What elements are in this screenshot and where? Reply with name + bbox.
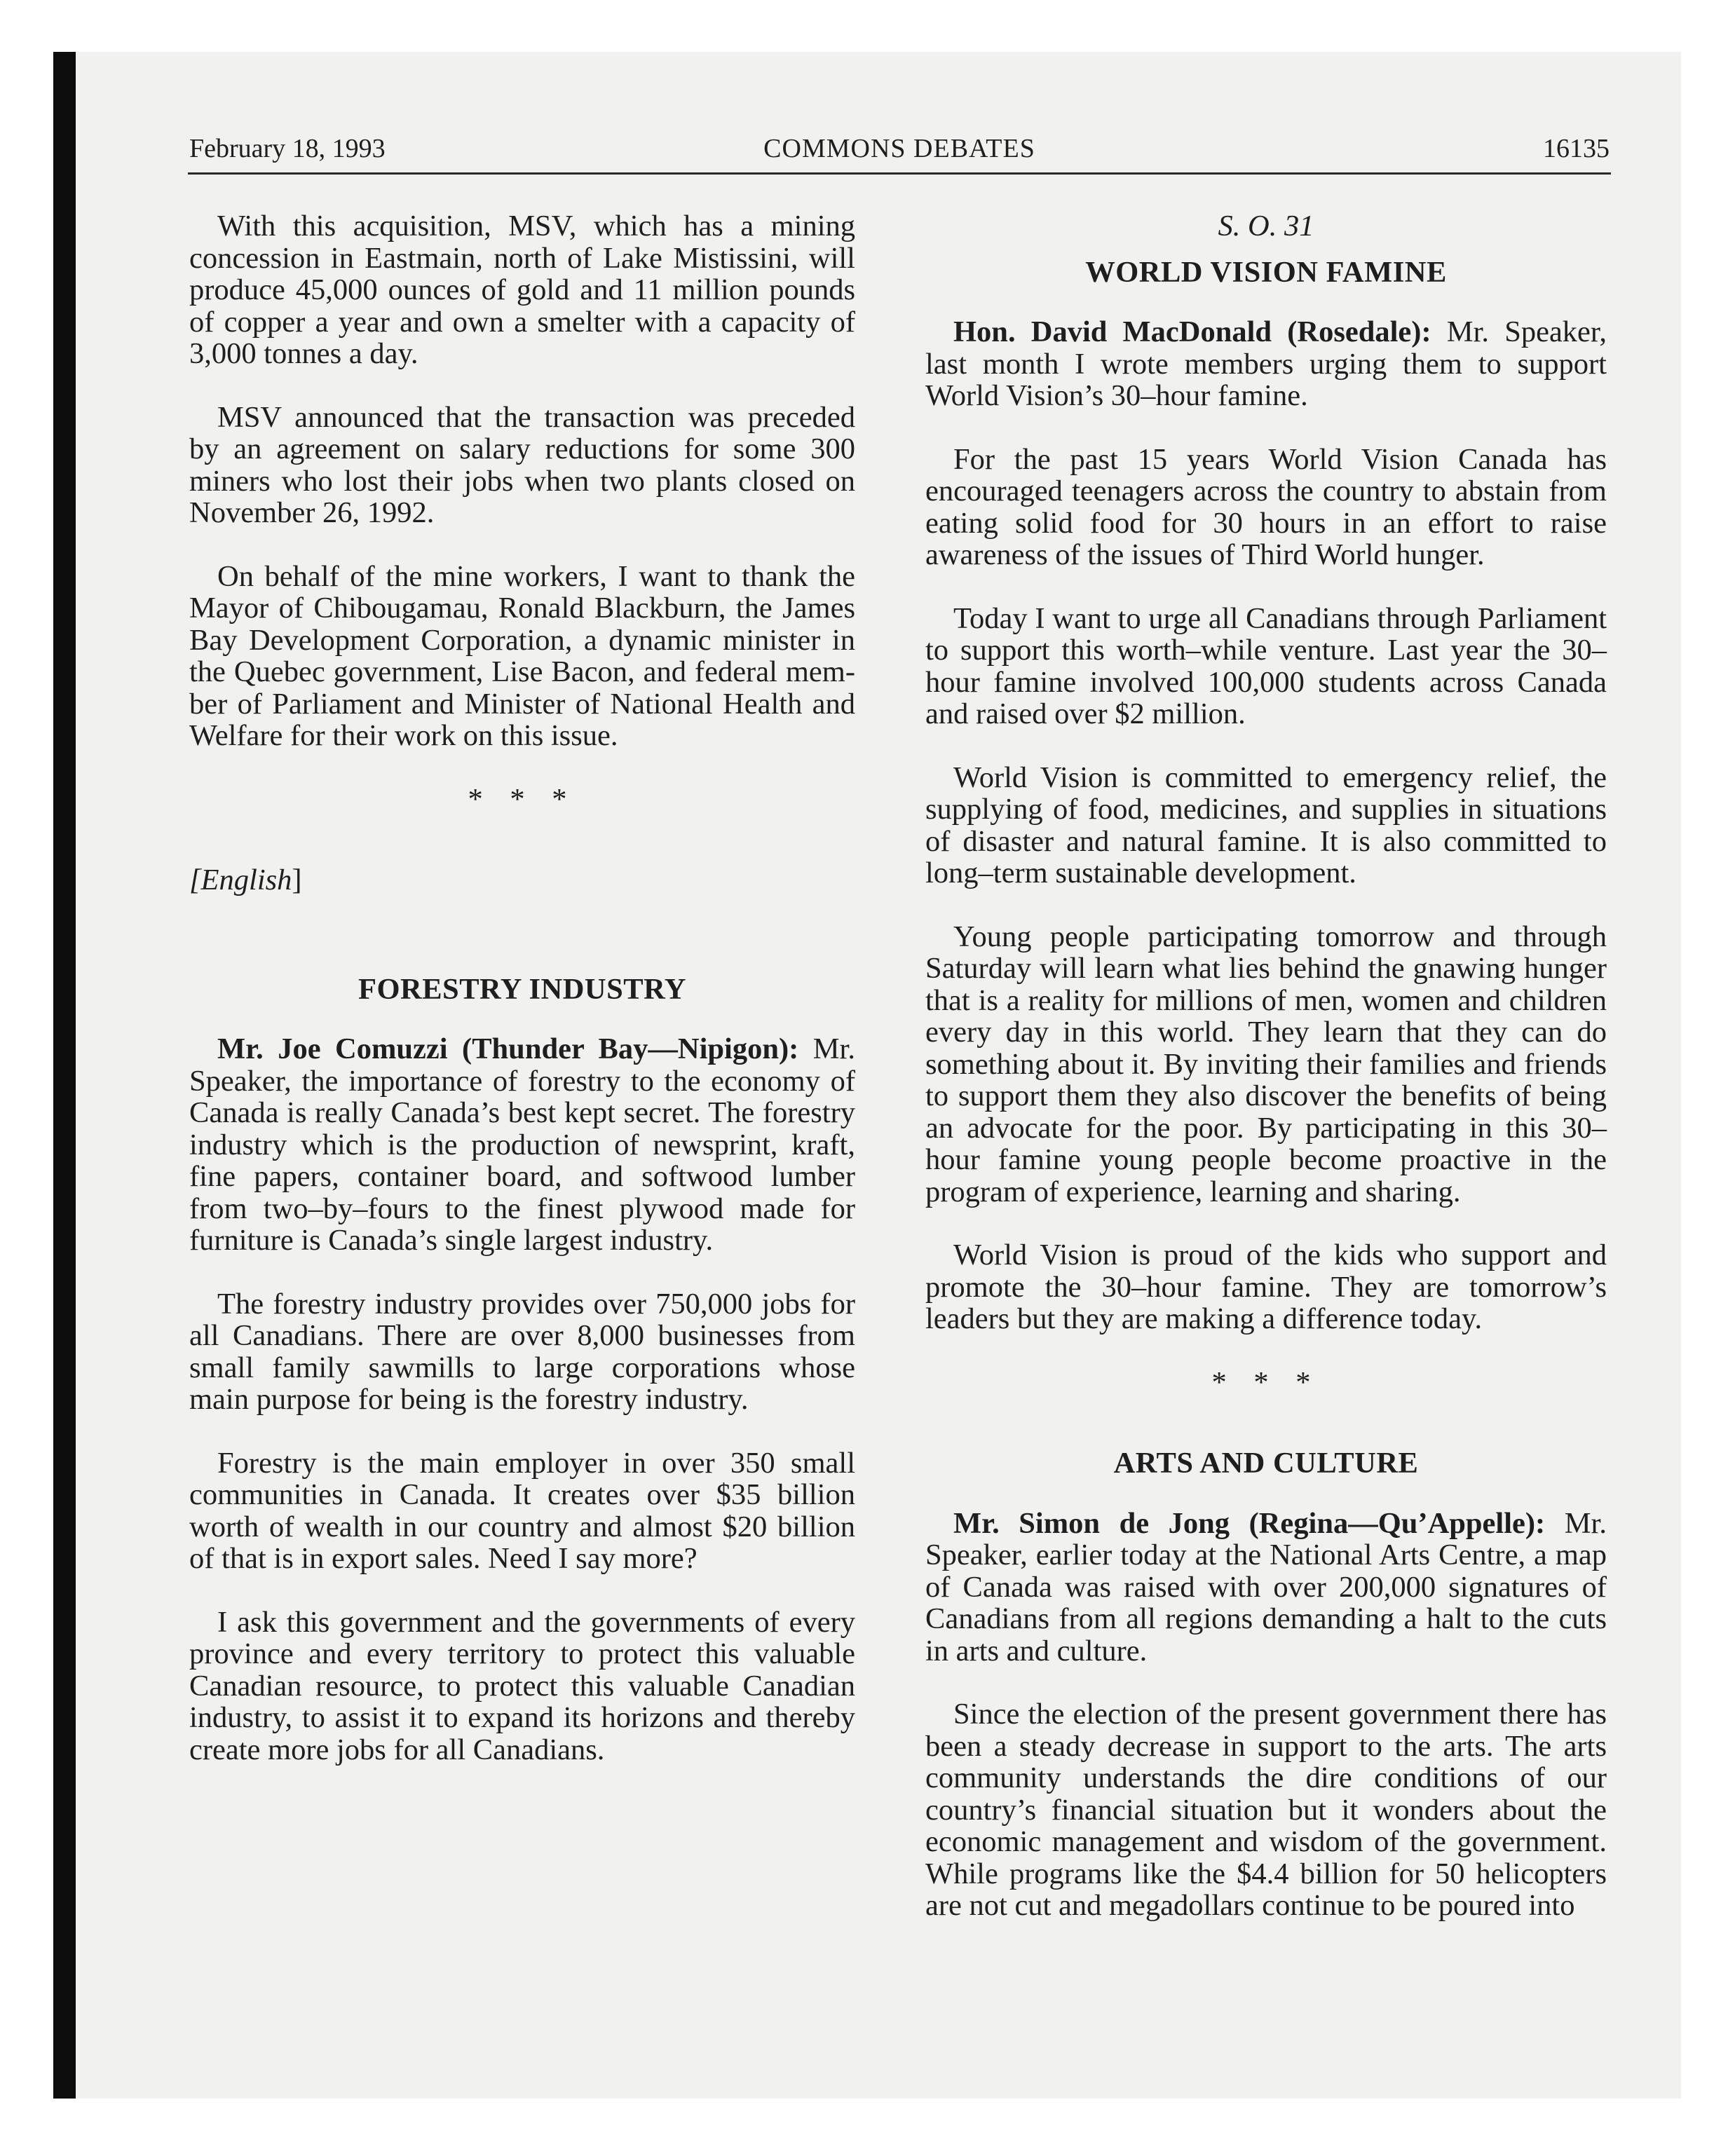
right-column [925,210,1607,1953]
paragraph: World Vision is proud of the kids who support and promote the 30–hour famine. They are tomorrow’s leaders but they are making a difference today. [925,1239,1607,1335]
lang-bracket-open: [ [189,864,201,896]
speaker-name: Mr. Simon de Jong (Regina—Qu’Appelle): [953,1506,1546,1540]
scan-edge-shadow [53,52,76,2099]
speech-text: Mr. Speaker, earlier today at the National Arts Centre, a map of Canada was raised with over 200,000 signatures of Canadians from all regions demanding a halt to the cuts in arts and culture. [925,1506,1607,1667]
section-separator: * * * [1211,1365,1321,1399]
speech-text: Mr. Speaker, the importance of forestry to the economy of Canada is really Canada’s best kept secret. The forestry industry which is the production of newsprint, kraft, fine papers, container board, and softwood lumber from two–by–fours to the finest plywood made for furniture is Canada’s single largest industry. [189,1032,855,1257]
paragraph: MSV announced that the transaction was preceded by an agreement on salary reductions for some 300 miners who lost their jobs when two plants closed on November 26, 1992. [189,400,855,529]
heading-forestry-industry: FORESTRY INDUSTRY [358,972,686,1006]
left-column [189,210,855,1797]
header-date: February 18, 1993 [189,134,386,163]
paragraph: The forestry industry provides over 750,000 jobs for all Canadians. There are over 8,000 businesses from small family sawmills to large corporations whose main purpose for being is the forestry industry. [189,1287,855,1416]
speech-text: Mr. Speaker, last month I wrote members urging them to support World Vision’s 30–hour famine. [925,315,1607,412]
paragraph: With this acquisition, MSV, which has a mining concession in Eastmain, north of Lake Mistissini, will produce 45,000 ounces of gold and 11 million pounds of copper a year and own a smelter with a capacity of 3,000 tonnes a day. [189,210,855,370]
speech-paragraph [925,1508,1607,1667]
speech-paragraph [189,1033,855,1257]
paragraph: Forestry is the main employer in over 350 small communities in Canada. It creates over $35 billion worth of wealth in our country and almost $20 billion of that is in export sales. Need I say more? [189,1446,855,1575]
paragraph: For the past 15 years World Vision Canada has encouraged teenagers across the country to abstain from eating solid food for 30 hours in an effort to raise awareness of the issues of Third World hunger. [925,442,1607,571]
paragraph: On behalf of the mine workers, I want to thank the Mayor of Chibougamau, Ronald Blackburn, the James Bay Development Corporation, a dynamic minister in the Quebec government, Lise Bacon, and federal member of Parliament and Minister of National Health and Welfare for their work on this issue. [189,559,855,752]
paragraph: Today I want to urge all Canadians through Parliament to support this worth–while venture. Last year the 30–hour famine involved 100,000 students across Canada and raised over $2 million. [925,601,1607,730]
paragraph: World Vision is committed to emergency relief, the supplying of food, medicines, and supplies in situations of disaster and natural famine. It is also committed to long–term sustainable development. [925,760,1607,889]
paragraph: I ask this government and the governments of every province and every territory to protect this valuable Canadian resource, to protect this valuable Canadian industry, to assist it to expand its horizons and thereby create more jobs for all Canadians. [189,1605,855,1766]
page-header [189,130,1610,167]
header-rule [188,172,1611,175]
page-number: 16135 [1543,134,1610,163]
speaker-name: Mr. Joe Comuzzi (Thunder Bay—Nipigon): [217,1032,799,1065]
section-separator: * * * [468,782,577,816]
speaker-name: Hon. David MacDonald (Rosedale): [953,315,1431,348]
language-tag-text: English [200,864,292,896]
heading-world-vision-famine: WORLD VISION FAMINE [1085,255,1447,289]
lang-bracket-close: ] [292,864,302,896]
paragraph: Since the election of the present government there has been a steady decrease in support to the arts. The arts community understands the dire conditions of our country’s financial situation but it wonders about the economic management and wisdom of the government. While programs like the $4.4 billion for 50 helicopters are not cut and megadollars continue to be poured into [925,1698,1607,1922]
standing-order-label: S. O. 31 [1218,210,1314,243]
language-tag [189,864,855,896]
speech-paragraph [925,316,1607,412]
heading-arts-and-culture: ARTS AND CULTURE [1113,1447,1419,1480]
publication-title: COMMONS DEBATES [763,134,1035,163]
paragraph: Young people participating tomorrow and through Saturday will learn what lies behind the gnawing hunger that is a reality for millions of men, women and children every day in this world. They learn that they can do something about it. By inviting their families and friends to support them they also discover the benefits of being an advocate for the poor. By participating in this 30–hour famine young people become proactive in the program of experience, learning and sharing. [925,920,1607,1208]
